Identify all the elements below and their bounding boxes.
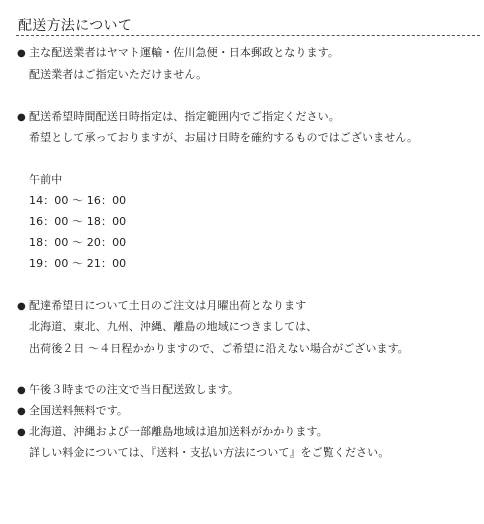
info-line-text: 主な配送業者はヤマト運輸・佐川急便・日本郵政となります。 [29, 46, 339, 59]
info-line-text: 午後３時までの注文で当日配送致します。 [29, 383, 240, 396]
time-slot-4 [29, 255, 126, 271]
info-line-text: 北海道、沖縄および一部離島地域は追加送料がかかります。 [29, 425, 328, 438]
info-line-text: 18：00 〜 20：00 [29, 236, 127, 249]
bullet-icon: ● [17, 301, 26, 312]
bullet-icon: ● [17, 406, 26, 417]
section-title: 配送方法について [18, 18, 133, 34]
time-slot-2 [29, 213, 126, 229]
time-slot-morning [29, 171, 62, 187]
info-line-text: 14：00 〜 16：00 [29, 194, 127, 207]
info-line-text: 19：00 〜 21：00 [29, 257, 127, 270]
info-line-1 [17, 44, 339, 60]
info-line-12 [29, 340, 409, 356]
bullet-icon: ● [17, 112, 26, 123]
info-line-text: 配達希望日について土日のご注文は月曜出荷となります [29, 299, 307, 312]
info-line-14 [17, 402, 128, 418]
info-line-text: 出荷後２日 ～４日程かかりますので、ご希望に沿えない場合がございます。 [29, 342, 409, 355]
info-line-2 [29, 66, 207, 82]
title-dashed-rule [16, 35, 480, 36]
time-slot-3 [29, 234, 126, 250]
bullet-icon: ● [17, 48, 26, 59]
info-line-text: 配送希望時間配送日時指定は、指定範囲内でご指定ください。 [29, 110, 340, 123]
info-line-10 [17, 297, 306, 313]
info-line-text: 午前中 [29, 173, 63, 186]
info-line-text: 全国送料無料です。 [29, 404, 129, 417]
time-slot-1 [29, 192, 126, 208]
info-line-text: 北海道、東北、九州、沖縄、離島の地域につきましては、 [29, 320, 318, 333]
bullet-icon: ● [17, 385, 26, 396]
bullet-icon: ● [17, 427, 26, 438]
info-line-13 [17, 381, 239, 397]
info-line-text: 希望として承っておりますが、お届け日時を確約するものではございません。 [29, 131, 419, 144]
info-line-text: 詳しい料金については、『送料・支払い方法について』をご覧ください。 [29, 446, 390, 459]
info-line-16 [29, 444, 389, 460]
info-line-text: 配送業者はご指定いただけません。 [29, 68, 208, 81]
info-line-15 [17, 423, 328, 439]
info-line-11 [29, 318, 317, 334]
info-line-3 [17, 108, 340, 124]
info-line-4 [29, 129, 418, 145]
info-line-text: 16：00 〜 18：00 [29, 215, 127, 228]
